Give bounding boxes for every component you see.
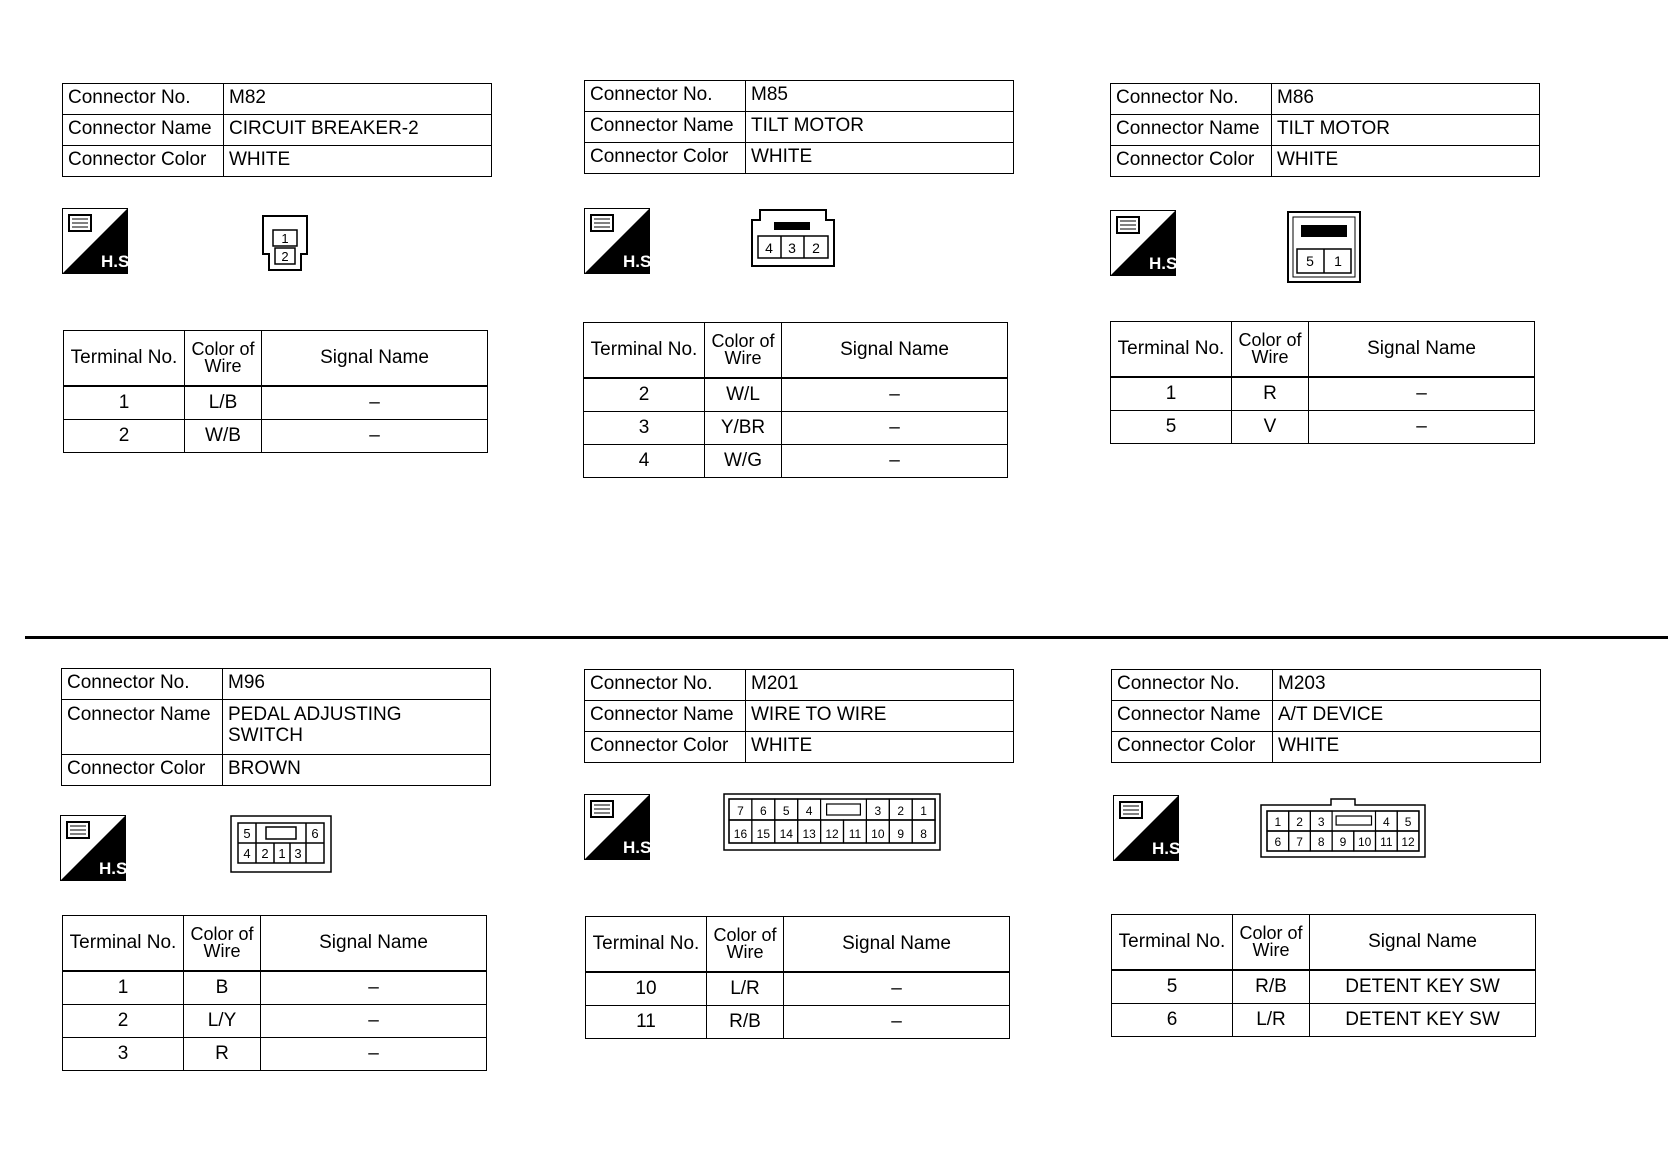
connector-no-label: Connector No. [585,670,746,701]
wire-color: W/B [185,420,262,453]
table-row [63,1005,487,1038]
signal-name: – [782,412,1008,445]
connector-name-label: Connector Name [63,115,224,146]
wire-color: R [184,1038,261,1071]
connector-face-m86 [1287,211,1361,288]
pin-label: 7 [1296,835,1303,849]
pin-label: 16 [733,827,748,841]
harness-side-icon [584,208,657,274]
harness-side-icon [584,794,657,860]
pin-label: 5 [782,804,790,818]
pin-label: 9 [1339,835,1347,849]
connector-name-label: Connector Name [62,700,223,755]
pin-label: 10 [871,827,885,841]
signal-name-header: Signal Name [262,331,488,387]
signal-name: – [784,972,1010,1006]
connector-block-m201 [584,669,1014,763]
terminal-no-header: Terminal No. [586,917,707,973]
terminal-no: 2 [584,378,705,412]
pin-label: 4 [805,804,813,818]
connector-no-value: M86 [1272,84,1540,115]
terminal-no-header: Terminal No. [1112,915,1233,971]
connector-info-table [584,80,1014,174]
wire-color-header: Color of Wire [707,917,784,973]
hs-label: H.S. [101,252,135,271]
terminal-block-m203 [1111,914,1536,1037]
pin-label: 12 [1401,835,1415,849]
hs-label: H.S. [1149,254,1183,273]
terminal-block-m82 [63,330,488,453]
connector-block-m85 [584,80,1014,174]
terminal-no: 5 [1111,411,1232,444]
harness-side-icon [62,208,135,274]
signal-name: – [782,378,1008,412]
wire-color-header: Color of Wire [185,331,262,387]
pin-label: 1 [920,804,927,818]
terminal-table [583,322,1008,478]
terminal-table [62,915,487,1071]
pin-label: 2 [1296,815,1303,829]
connector-info-table [584,669,1014,763]
table-row [584,412,1008,445]
terminal-block-m85 [583,322,1008,478]
connector-color-value: WHITE [1272,146,1540,177]
terminal-no: 1 [63,971,184,1005]
pin-label: 9 [897,827,905,841]
connector-no-value: M203 [1273,670,1541,701]
signal-name: – [262,386,488,420]
signal-name-header: Signal Name [1310,915,1536,971]
connector-color-value: WHITE [746,732,1014,763]
signal-name: DETENT KEY SW [1310,970,1536,1004]
connector-color-label: Connector Color [1111,146,1272,177]
connector-color-value: WHITE [746,143,1014,174]
pin-label: 13 [802,827,816,841]
connector-face-m85 [750,208,836,273]
signal-name: – [261,1038,487,1071]
pin-label: 3 [294,846,302,861]
terminal-block-m96 [62,915,487,1071]
pin-label: 8 [1317,835,1325,849]
signal-name: – [261,971,487,1005]
pin-label: 14 [779,827,793,841]
connector-face-m201 [723,793,941,856]
connector-color-label: Connector Color [585,143,746,174]
pin-label: 11 [848,827,862,841]
connector-name-value: TILT MOTOR [746,112,1014,143]
pin-label: 3 [1317,815,1325,829]
connector-no-label: Connector No. [1111,84,1272,115]
pin-label: 11 [1380,835,1393,849]
wire-color-header: Color of Wire [1233,915,1310,971]
terminal-block-m86 [1110,321,1535,444]
pin-label: 4 [1383,815,1390,829]
connector-no-label: Connector No. [62,669,223,700]
terminal-no: 1 [1111,377,1232,411]
hs-label: H.S. [623,252,657,271]
table-row [584,378,1008,412]
pin-label: 2 [261,846,269,861]
connector-face-m203 [1260,797,1426,864]
connector-color-label: Connector Color [62,755,223,786]
connector-info-table [61,668,491,786]
wire-color: L/R [1233,1004,1310,1037]
wire-color-header: Color of Wire [705,323,782,379]
table-row [63,971,487,1005]
connector-face-m82 [259,214,311,277]
connector-block-m203 [1111,669,1541,763]
table-row [586,972,1010,1006]
wire-color: Y/BR [705,412,782,445]
pin-label: 1 [1274,815,1282,829]
terminal-no: 3 [63,1038,184,1071]
table-row [63,1038,487,1071]
connector-no-label: Connector No. [63,84,224,115]
table-row [64,386,488,420]
terminal-table [63,330,488,453]
signal-name: – [261,1005,487,1038]
connector-no-value: M96 [223,669,491,700]
terminal-table [585,916,1010,1039]
harness-side-icon [60,815,133,881]
connector-no-label: Connector No. [585,81,746,112]
connector-name-value: A/T DEVICE [1273,701,1541,732]
pin-label: 12 [825,827,839,841]
connector-no-value: M201 [746,670,1014,701]
wire-color: R [1232,377,1309,411]
signal-name-header: Signal Name [1309,322,1535,378]
wire-color: L/R [707,972,784,1006]
wire-color: W/L [705,378,782,412]
connector-block-m86 [1110,83,1540,177]
connector-color-label: Connector Color [585,732,746,763]
pin-label: 2 [281,249,289,264]
connector-color-value: WHITE [1273,732,1541,763]
pin-label: 4 [243,846,251,861]
connector-color-label: Connector Color [63,146,224,177]
terminal-no: 1 [64,386,185,420]
latch-slot [827,804,861,815]
wire-color: R/B [707,1006,784,1039]
terminal-no-header: Terminal No. [63,916,184,972]
table-row [1111,377,1535,411]
terminal-no: 2 [63,1005,184,1038]
connector-block-m96 [61,668,491,786]
harness-side-icon [1110,210,1183,276]
hs-label: H.S. [99,859,133,878]
connector-color-value: BROWN [223,755,491,786]
table-row [1111,411,1535,444]
terminal-no: 5 [1112,970,1233,1004]
wire-color: V [1232,411,1309,444]
connector-block-m82 [62,83,492,177]
pin-label: 6 [760,804,767,818]
connector-no-label: Connector No. [1112,670,1273,701]
connector-name-value: WIRE TO WIRE [746,701,1014,732]
pin-label: 3 [874,804,882,818]
connector-info-table [1111,669,1541,763]
terminal-no-header: Terminal No. [64,331,185,387]
signal-name: – [1309,377,1535,411]
terminal-table [1110,321,1535,444]
hs-label: H.S. [623,838,657,857]
pin-label: 8 [920,827,927,841]
terminal-no: 6 [1112,1004,1233,1037]
connector-color-value: WHITE [224,146,492,177]
connector-name-label: Connector Name [1111,115,1272,146]
connector-no-value: M82 [224,84,492,115]
pin-label: 15 [756,827,771,841]
wire-color: R/B [1233,970,1310,1004]
wire-color: W/G [705,445,782,478]
table-row [586,1006,1010,1039]
connector-name-value: TILT MOTOR [1272,115,1540,146]
connector-info-table [62,83,492,177]
connector-color-label: Connector Color [1112,732,1273,763]
terminal-no: 3 [584,412,705,445]
pin-label: 5 [1306,253,1314,269]
signal-name: DETENT KEY SW [1310,1004,1536,1037]
connector-name-value: PEDAL ADJUSTING SWITCH [223,700,491,755]
connector-name-label: Connector Name [1112,701,1273,732]
wire-color-header: Color of Wire [184,916,261,972]
harness-side-icon [1113,795,1186,861]
wire-color-header: Color of Wire [1232,322,1309,378]
connector-name-label: Connector Name [585,701,746,732]
terminal-no-header: Terminal No. [584,323,705,379]
pin-label: 7 [737,804,744,818]
signal-name: – [782,445,1008,478]
connector-name-label: Connector Name [585,112,746,143]
pin-label: 2 [812,240,820,256]
terminal-no: 4 [584,445,705,478]
signal-name: – [1309,411,1535,444]
terminal-table [1111,914,1536,1037]
connector-info-table [1110,83,1540,177]
pin-label: 6 [311,826,319,841]
connector-name-value: CIRCUIT BREAKER-2 [224,115,492,146]
wire-color: L/Y [184,1005,261,1038]
pin-label: 1 [1334,253,1342,269]
table-row [584,445,1008,478]
table-row [64,420,488,453]
table-row [1112,1004,1536,1037]
connector-no-value: M85 [746,81,1014,112]
pin-label: 6 [1274,835,1282,849]
terminal-no: 2 [64,420,185,453]
terminal-block-m201 [585,916,1010,1039]
latch-slot [1336,816,1371,825]
signal-name: – [262,420,488,453]
terminal-no: 11 [586,1006,707,1039]
pin-label: 5 [243,826,251,841]
signal-name-header: Signal Name [784,917,1010,973]
signal-name-header: Signal Name [782,323,1008,379]
pin-label: 1 [281,231,289,246]
terminal-no-header: Terminal No. [1111,322,1232,378]
section-divider [25,636,1668,639]
connector-face-m96 [230,815,332,878]
pin-label: 3 [788,240,796,256]
pin-label: 2 [897,804,905,818]
hs-label: H.S. [1152,839,1186,858]
terminal-no: 10 [586,972,707,1006]
pin-label: 4 [765,240,773,256]
pin-label: 5 [1404,815,1412,829]
signal-name: – [784,1006,1010,1039]
pin-label: 1 [278,846,286,861]
table-row [1112,970,1536,1004]
wire-color: B [184,971,261,1005]
signal-name-header: Signal Name [261,916,487,972]
pin-label: 10 [1357,835,1372,849]
wire-color: L/B [185,386,262,420]
